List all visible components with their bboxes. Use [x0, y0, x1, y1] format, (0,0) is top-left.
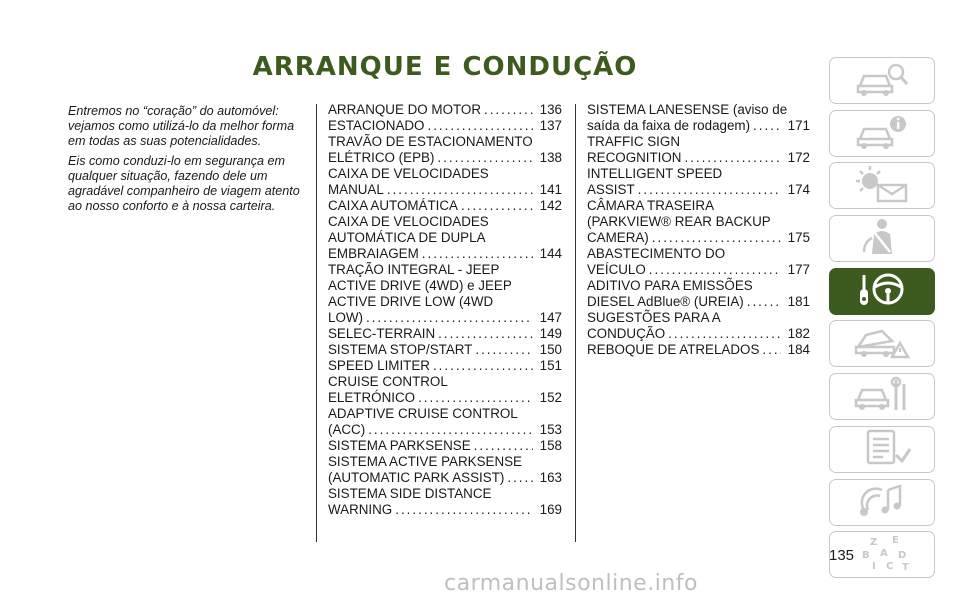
toc-entry-title: ESTACIONADO	[328, 118, 425, 133]
toc-entry-title: SISTEMA SIDE DISTANCE	[328, 486, 492, 501]
toc-entry-title: TRAÇÃO INTEGRAL - JEEP	[328, 262, 500, 277]
toc-entry[interactable]	[328, 118, 562, 134]
toc-entry-title: CAIXA AUTOMÁTICA	[328, 198, 458, 213]
toc-entry[interactable]	[328, 166, 562, 198]
svg-text:E: E	[892, 535, 899, 547]
toc-entry[interactable]	[587, 342, 810, 358]
toc-leader-dots	[668, 326, 781, 342]
toc-leader-dots	[387, 182, 533, 198]
toc-entry-title: ABASTECIMENTO DO	[587, 246, 726, 261]
toc-entry[interactable]	[328, 214, 562, 262]
chapter-tabs	[829, 57, 935, 584]
toc-entry-title: (PARKVIEW® REAR BACKUP	[587, 214, 771, 229]
toc-entry-title: CÂMARA TRASEIRA	[587, 198, 714, 213]
toc-entry-title: ELETRÓNICO	[328, 390, 416, 405]
toc-entry-title: ADAPTIVE CRUISE CONTROL	[328, 406, 518, 421]
toc-leader-dots	[474, 438, 533, 454]
toc-entry-title: SISTEMA STOP/START	[328, 342, 473, 357]
warning-lights-icon	[852, 163, 912, 208]
toc-page-number: 184	[787, 342, 810, 357]
toc-entry[interactable]	[328, 486, 562, 518]
car-tools-icon	[852, 374, 912, 419]
toc-entry-title: (AUTOMATIC PARK ASSIST)	[328, 470, 505, 485]
toc-entry-title: REBOQUE DE ATRELADOS	[587, 342, 760, 357]
toc-entry-title: TRAVÃO DE ESTACIONAMENTO	[328, 134, 533, 149]
toc-entry[interactable]	[587, 166, 810, 198]
toc-leader-dots	[762, 342, 781, 358]
chapter-tab[interactable]	[829, 162, 935, 209]
toc-page-number: 150	[539, 342, 562, 357]
toc-leader-dots	[684, 150, 781, 166]
toc-leader-dots	[649, 262, 781, 278]
toc-entry-title: CAIXA DE VELOCIDADES	[328, 214, 489, 229]
toc-entry-title: EMBRAIAGEM	[328, 246, 419, 261]
toc-entry[interactable]	[587, 278, 810, 310]
toc-page-number: 138	[539, 150, 562, 165]
toc-entry[interactable]	[328, 358, 562, 374]
toc-entry-title: VEÍCULO	[587, 262, 646, 277]
toc-entry[interactable]	[328, 374, 562, 406]
toc-page-number: 177	[787, 262, 810, 277]
toc-entry[interactable]	[328, 102, 562, 118]
toc-entry[interactable]	[587, 198, 810, 246]
toc-entry[interactable]	[328, 262, 562, 326]
toc-entry[interactable]	[328, 198, 562, 214]
page-number: 135	[829, 547, 855, 564]
toc-leader-dots	[395, 502, 533, 518]
svg-text:D: D	[898, 550, 907, 562]
toc-page-number: 149	[539, 326, 562, 341]
toc-page-number: 152	[539, 390, 562, 405]
toc-entry-title: DIESEL AdBlue® (UREIA)	[587, 294, 744, 309]
car-info-icon	[852, 111, 912, 156]
toc-entry-title: WARNING	[328, 502, 393, 517]
toc-entry-title: MANUAL	[328, 182, 384, 197]
toc-page-number: 171	[787, 118, 810, 133]
svg-text:T: T	[902, 562, 909, 573]
toc-entry-title: ARRANQUE DO MOTOR	[328, 102, 482, 117]
toc-entry-title: SELEC-TERRAIN	[328, 326, 436, 341]
svg-text:Z: Z	[870, 537, 878, 549]
car-search-icon	[852, 58, 912, 103]
toc-page-number: 182	[787, 326, 810, 341]
toc-leader-dots	[427, 118, 533, 134]
toc-entry[interactable]	[587, 246, 810, 278]
toc-entry-title: ASSIST	[587, 182, 635, 197]
toc-entry[interactable]	[328, 326, 562, 342]
toc-page-number: 144	[539, 246, 562, 261]
toc-entry[interactable]	[328, 454, 562, 486]
toc-entry-title: CRUISE CONTROL	[328, 374, 448, 389]
toc-page-number: 141	[539, 182, 562, 197]
toc-leader-dots	[475, 342, 533, 358]
svg-text:A: A	[880, 548, 888, 560]
toc-leader-dots	[438, 326, 533, 342]
toc-leader-dots	[484, 102, 533, 118]
toc-entry-title: saída da faixa de rodagem)	[587, 118, 751, 133]
toc-entry-title: TRAFFIC SIGN	[587, 134, 680, 149]
chapter-tab[interactable]	[829, 479, 935, 526]
svg-text:I: I	[872, 561, 876, 573]
toc-leader-dots	[422, 246, 533, 262]
toc-leader-dots	[652, 230, 781, 246]
toc-page-number: 136	[539, 102, 562, 117]
chapter-tab[interactable]	[829, 268, 935, 315]
toc-leader-dots	[461, 198, 533, 214]
toc-page-number: 175	[787, 230, 810, 245]
toc-leader-dots	[753, 118, 781, 134]
toc-entry-title: (ACC)	[328, 422, 366, 437]
toc-page-number: 158	[539, 438, 562, 453]
toc-entry[interactable]	[587, 102, 810, 134]
toc-entry-title: CAMERA)	[587, 230, 649, 245]
document-list-icon	[852, 427, 912, 472]
toc-entry-title: SUGESTÕES PARA A	[587, 310, 721, 325]
toc-entry-title: SISTEMA ACTIVE PARKSENSE	[328, 454, 522, 469]
toc-page-number: 163	[539, 470, 562, 485]
toc-page-number: 142	[539, 198, 562, 213]
page-title: ARRANQUE E CONDUÇÃO	[252, 52, 638, 82]
column-divider	[575, 104, 576, 542]
toc-page-number: 137	[539, 118, 562, 133]
toc-entry-title: CAIXA DE VELOCIDADES	[328, 166, 489, 181]
toc-entry-title: SPEED LIMITER	[328, 358, 430, 373]
toc-leader-dots	[366, 310, 533, 326]
chapter-tab[interactable]	[829, 373, 935, 420]
toc-entry-title: ELÉTRICO (EPB)	[328, 150, 435, 165]
toc-entry-title: RECOGNITION	[587, 150, 682, 165]
toc-leader-dots	[368, 422, 533, 438]
toc-entry-title: ACTIVE DRIVE (4WD) e JEEP	[328, 278, 512, 293]
toc-leader-dots	[418, 390, 533, 406]
toc-page-number: 147	[539, 310, 562, 325]
toc-leader-dots	[747, 294, 781, 310]
intro-text	[68, 104, 300, 219]
toc-page-number: 174	[787, 182, 810, 197]
toc-entry-title: INTELLIGENT SPEED	[587, 166, 723, 181]
toc-entry-title: AUTOMÁTICA DE DUPLA	[328, 230, 486, 245]
toc-entry[interactable]	[328, 134, 562, 166]
toc-leader-dots	[437, 150, 533, 166]
toc-leader-dots	[433, 358, 533, 374]
watermark: carmanualsonline.info	[444, 571, 698, 596]
toc-page-number: 181	[787, 294, 810, 309]
toc-entry-title: LOW)	[328, 310, 363, 325]
toc-column-2	[587, 102, 810, 358]
toc-entry-title: SISTEMA PARKSENSE	[328, 438, 471, 453]
toc-column-1	[328, 102, 562, 518]
key-steering-wheel-icon	[852, 269, 912, 314]
toc-page-number: 172	[787, 150, 810, 165]
alphabet-index-icon	[852, 532, 912, 577]
toc-entry-title: ADITIVO PARA EMISSÕES	[587, 278, 753, 293]
svg-text:B: B	[862, 550, 870, 562]
toc-entry-title: CONDUÇÃO	[587, 326, 666, 341]
chapter-tab[interactable]	[829, 320, 935, 367]
toc-entry-title: SISTEMA LANESENSE (aviso de	[587, 102, 788, 117]
toc-leader-dots	[638, 182, 781, 198]
toc-entry[interactable]	[328, 342, 562, 358]
chapter-tab[interactable]	[829, 57, 935, 104]
toc-page-number: 153	[539, 422, 562, 437]
toc-entry[interactable]	[328, 406, 562, 438]
seatbelt-person-icon	[852, 216, 912, 261]
chapter-tab[interactable]	[829, 426, 935, 473]
chapter-tab[interactable]	[829, 110, 935, 157]
toc-leader-dots	[507, 470, 533, 486]
car-accident-icon	[852, 321, 912, 366]
intro-paragraph: Entremos no “coração” do automóvel: vejamos como utilizá-lo da melhor forma em todas as suas potencialidades.	[68, 104, 295, 148]
column-divider	[316, 104, 317, 542]
toc-page-number: 151	[539, 358, 562, 373]
toc-entry[interactable]	[328, 438, 562, 454]
svg-text:C: C	[886, 561, 894, 573]
chapter-tab[interactable]	[829, 215, 935, 262]
toc-page-number: 169	[539, 502, 562, 517]
intro-paragraph: Eis como conduzi-lo em segurança em qualquer situação, fazendo dele um agradável companheiro de viagem atento ao nosso conforto e à nossa carteira.	[68, 154, 300, 213]
toc-entry-title: ACTIVE DRIVE LOW (4WD	[328, 294, 494, 309]
multimedia-icon	[852, 480, 912, 525]
toc-entry[interactable]	[587, 310, 810, 342]
toc-entry[interactable]	[587, 134, 810, 166]
